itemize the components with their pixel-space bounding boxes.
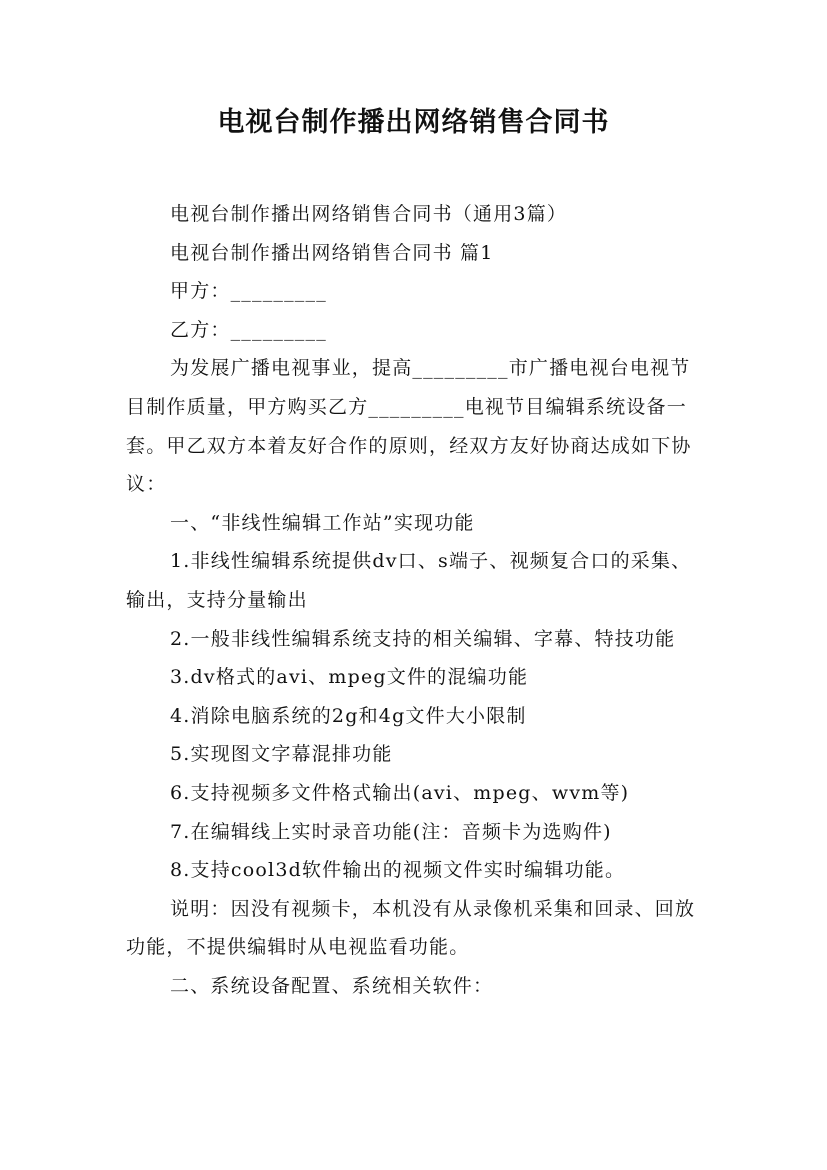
paragraph-item-4: 4.消除电脑系统的2g和4g文件大小限制: [170, 704, 527, 727]
paragraph-section-heading: 电视台制作播出网络销售合同书 篇1: [170, 241, 494, 264]
paragraph-party-a: 甲方：_________: [170, 280, 327, 303]
paragraph-item-8: 8.支持cool3d软件输出的视频文件实时编辑功能。: [170, 859, 626, 882]
document-body: [126, 195, 708, 1005]
paragraph-party-b: 乙方：_________: [170, 318, 327, 341]
paragraph-item-2: 2.一般非线性编辑系统支持的相关编辑、字幕、特技功能: [170, 627, 676, 650]
paragraph-item-7: 7.在编辑线上实时录音功能(注：音频卡为选购件): [170, 820, 612, 843]
document-title: 电视台制作播出网络销售合同书: [217, 107, 610, 138]
paragraph-heading-config: 二、系统设备配置、系统相关软件：: [170, 974, 494, 997]
paragraph-preamble: 为发展广播电视事业，提高_________市广播电视台电视节目制作质量，甲方购买乙方_________电视节目编辑系统设备一套。甲乙双方本着友好合作的原则，经双方友好协商达成如下协议：: [126, 357, 692, 496]
paragraph-item-3: 3.dv格式的avi、mpeg文件的混编功能: [170, 666, 529, 689]
paragraph-heading-functions: 一、“非线性编辑工作站”实现功能: [170, 511, 475, 534]
paragraph-subtitle: 电视台制作播出网络销售合同书（通用3篇）: [170, 203, 568, 225]
paragraph-item-5: 5.实现图文字幕混排功能: [170, 743, 393, 766]
paragraph-item-6: 6.支持视频多文件格式输出(avi、mpeg、wvm等): [170, 781, 630, 804]
paragraph-item-1: 1.非线性编辑系统提供dv口、s端子、视频复合口的采集、输出，支持分量输出: [126, 550, 692, 611]
paragraph-note: 说明：因没有视频卡，本机没有从录像机采集和回录、回放功能，不提供编辑时从电视监看功能。: [126, 897, 696, 959]
